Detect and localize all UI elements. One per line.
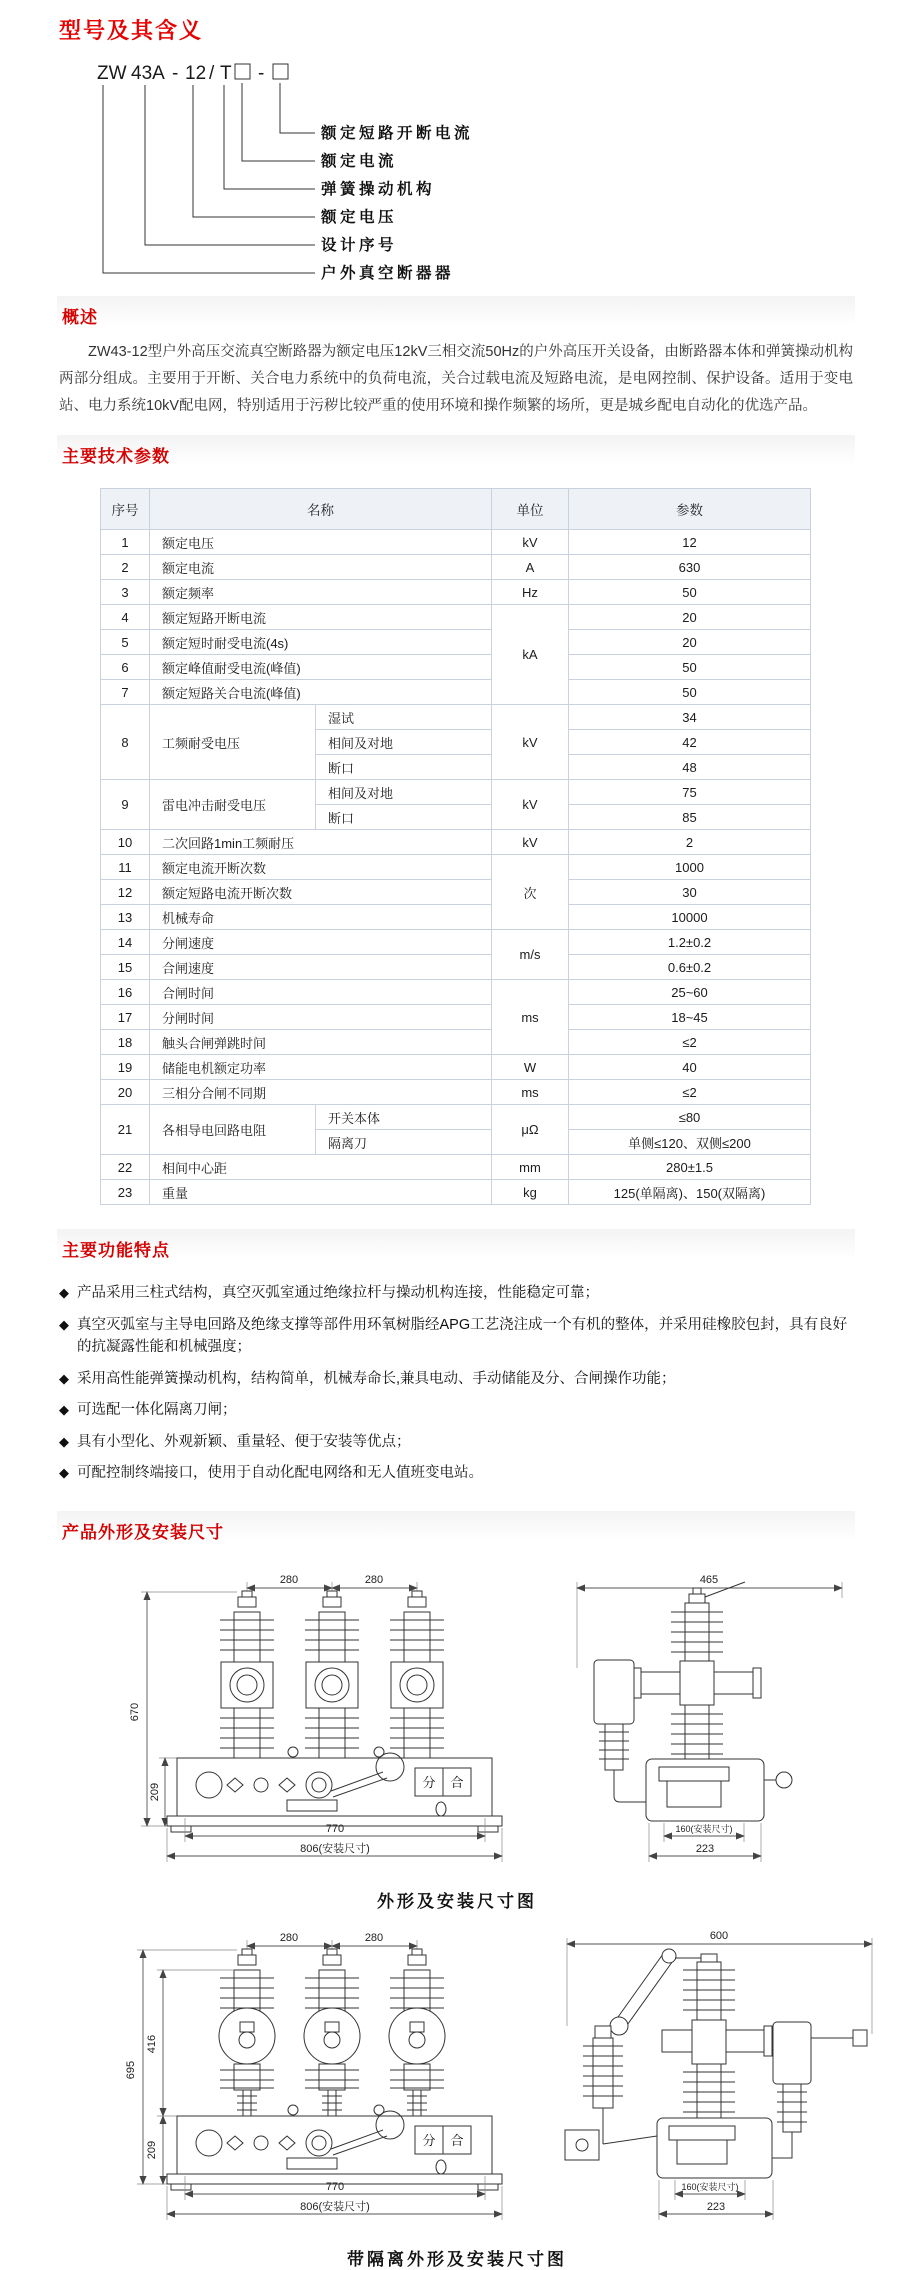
cell-name: 三相分合闸不同期 (150, 1080, 492, 1105)
cell-name: 合闸时间 (150, 980, 492, 1005)
table-row (101, 1055, 811, 1080)
cell-value: 48 (569, 755, 811, 780)
cell-name: 合闸速度 (150, 955, 492, 980)
cell-name: 额定短时耐受电流(4s) (150, 630, 492, 655)
leader-line (242, 83, 315, 161)
dim-side-mount: 160(安装尺寸) (675, 1823, 733, 1834)
list-item (59, 1314, 855, 1359)
cell-sub: 开关本体 (316, 1105, 492, 1130)
model-code-dash2: - (258, 63, 265, 84)
model-code-mech: T (220, 63, 232, 84)
dim-base-height: 209 (149, 1782, 161, 1801)
table-row (101, 980, 811, 1005)
cell-name: 额定短路开断电流 (150, 605, 492, 630)
cell-no: 11 (101, 855, 150, 880)
drawing-caption: 外形及安装尺寸图 (377, 1891, 537, 1911)
cell-sub: 相间及对地 (316, 780, 492, 805)
cell-value: 0.6±0.2 (569, 955, 811, 980)
cell-name: 储能电机额定功率 (150, 1055, 492, 1080)
cell-value: 18~45 (569, 1005, 811, 1030)
feature-text: 产品采用三柱式结构，真空灭弧室通过绝缘拉杆与操动机构连接，性能稳定可靠； (77, 1285, 599, 1302)
dim-base-height: 209 (146, 2140, 158, 2159)
indicator-close: 合 (450, 2132, 464, 2148)
leader-line (224, 85, 315, 189)
table-row (101, 605, 811, 630)
cell-unit: kV (492, 705, 569, 780)
cell-name: 重量 (150, 1180, 492, 1205)
cell-value: 30 (569, 880, 811, 905)
cell-no: 13 (101, 905, 150, 930)
list-item (59, 1462, 855, 1484)
cell-no: 9 (101, 780, 150, 830)
cell-name: 雷电冲击耐受电压 (150, 780, 316, 830)
dim-side-top: 465 (699, 1573, 719, 1586)
cell-sub: 断口 (316, 755, 492, 780)
cell-value: 125(单隔离)、150(双隔离) (569, 1180, 811, 1205)
leader-line (280, 83, 315, 133)
dim-height: 695 (125, 2060, 137, 2079)
diamond-bullet-icon: ◆ (59, 1402, 69, 1418)
label-design-no: 设计序号 (321, 237, 398, 254)
cell-value: 2 (569, 830, 811, 855)
leader-line (145, 85, 315, 245)
cell-value: 单侧≤120、双侧≤200 (569, 1130, 811, 1155)
cell-value: 34 (569, 705, 811, 730)
table-row (101, 880, 811, 905)
cell-unit: W (492, 1055, 569, 1080)
cell-value: 75 (569, 780, 811, 805)
cell-unit: kg (492, 1180, 569, 1205)
cell-name: 工频耐受电压 (150, 705, 316, 780)
header-name: 名称 (150, 489, 492, 530)
parameters-table (100, 488, 811, 1205)
drawing-caption: 带隔离外形及安装尺寸图 (347, 2249, 567, 2269)
table-row (101, 580, 811, 605)
list-item (59, 1368, 855, 1390)
cell-value: 1000 (569, 855, 811, 880)
cell-value: 85 (569, 805, 811, 830)
dim-side-mount: 160(安装尺寸) (681, 2181, 739, 2192)
label-rated-current: 额定电流 (321, 153, 398, 170)
dim-span1: 280 (279, 1573, 299, 1586)
overview-paragraph: ZW43-12型户外高压交流真空断路器为额定电压12kV三相交流50Hz的户外高压开关设备，由断路器本体和弹簧操动机构两部分组成。主要用于开断、关合电力系统中的负荷电流，关合过载电流及短路电流，是电网控制、保护设备。适用于变电站、电力系统10kV配电网，特别适用于污秽比较严重的使用环境和操作频繁的场所，更是城乡配电自动化的优选产品。 (59, 344, 853, 414)
table-row (101, 780, 811, 805)
leader-line (193, 85, 315, 217)
cell-value: 50 (569, 580, 811, 605)
list-item (59, 1431, 855, 1453)
cell-no: 17 (101, 1005, 150, 1030)
cell-unit: 次 (492, 855, 569, 930)
diamond-bullet-icon: ◆ (59, 1370, 69, 1386)
cell-value: 20 (569, 605, 811, 630)
feature-text: 采用高性能弹簧操动机构，结构简单，机械寿命长,兼具电动、手动储能及分、合闸操作功能； (77, 1370, 676, 1387)
cell-unit: μΩ (492, 1105, 569, 1155)
cell-no: 3 (101, 580, 150, 605)
diamond-bullet-icon: ◆ (59, 1316, 69, 1332)
cell-sub: 相间及对地 (316, 730, 492, 755)
outline-drawing-plain (97, 1568, 897, 1880)
cell-value: 1.2±0.2 (569, 930, 811, 955)
cell-value: ≤80 (569, 1105, 811, 1130)
table-row (101, 905, 811, 930)
cell-no: 18 (101, 1030, 150, 1055)
cell-value: 25~60 (569, 980, 811, 1005)
cell-no: 6 (101, 655, 150, 680)
cell-unit: kV (492, 830, 569, 855)
cell-no: 21 (101, 1105, 150, 1155)
cell-value: 50 (569, 655, 811, 680)
cell-no: 1 (101, 530, 150, 555)
cell-value: 40 (569, 1055, 811, 1080)
header-no: 序号 (101, 489, 150, 530)
table-row (101, 930, 811, 955)
label-product-type: 户外真空断器器 (321, 265, 455, 282)
table-row (101, 855, 811, 880)
table-row (101, 1105, 811, 1130)
table-row (101, 1180, 811, 1205)
cell-no: 10 (101, 830, 150, 855)
dim-side-top: 600 (709, 1929, 729, 1942)
dim-mount-width: 806(安装尺寸) (300, 1842, 370, 1855)
cell-value: 10000 (569, 905, 811, 930)
cell-unit: ms (492, 1080, 569, 1105)
cell-unit: mm (492, 1155, 569, 1180)
indicator-close: 合 (450, 1774, 464, 1790)
table-row (101, 1030, 811, 1055)
cell-unit: kV (492, 530, 569, 555)
table-row (101, 530, 811, 555)
list-item (59, 1282, 855, 1304)
model-designation-diagram (57, 49, 597, 291)
cell-name: 额定峰值耐受电流(峰值) (150, 655, 492, 680)
cell-name: 额定短路关合电流(峰值) (150, 680, 492, 705)
section-heading-outline: 产品外形及安装尺寸 (57, 1511, 855, 1548)
feature-list (59, 1282, 855, 1484)
cell-value: 630 (569, 555, 811, 580)
cell-name: 机械寿命 (150, 905, 492, 930)
feature-text: 真空灭弧室与主导电回路及绝缘支撑等部件用环氧树脂经APG工艺浇注成一个有机的整体，并采用硅橡胶包封，具有良好的抗凝露性能和机械强度； (77, 1316, 848, 1356)
cell-unit: m/s (492, 930, 569, 980)
cell-sub: 湿试 (316, 705, 492, 730)
cell-unit: kV (492, 780, 569, 830)
cell-unit: A (492, 555, 569, 580)
cell-name: 额定电流 (150, 555, 492, 580)
cell-name: 分闸时间 (150, 1005, 492, 1030)
cell-no: 15 (101, 955, 150, 980)
page-title: 型号及其含义 (59, 18, 204, 43)
header-unit: 单位 (492, 489, 569, 530)
table-row (101, 955, 811, 980)
cell-no: 12 (101, 880, 150, 905)
cell-name: 额定短路电流开断次数 (150, 880, 492, 905)
model-code-voltage: 12 (185, 63, 207, 84)
model-code-design: 43A (131, 63, 165, 84)
table-row (101, 655, 811, 680)
indicator-open: 分 (422, 2132, 436, 2148)
outline-drawing-isolated-wrap (97, 1926, 855, 2270)
cell-name: 触头合闸弹跳时间 (150, 1030, 492, 1055)
cell-sub: 隔离刀 (316, 1130, 492, 1155)
cell-no: 16 (101, 980, 150, 1005)
outline-drawing-isolated (97, 1926, 897, 2238)
dim-height: 670 (129, 1702, 141, 1721)
dim-width: 770 (325, 1822, 345, 1835)
feature-text: 可配控制终端接口，使用于自动化配电网络和无人值班变电站。 (77, 1465, 483, 1482)
cell-name: 相间中心距 (150, 1155, 492, 1180)
dim-span2: 280 (364, 1573, 384, 1586)
cell-name: 额定频率 (150, 580, 492, 605)
diamond-bullet-icon: ◆ (59, 1433, 69, 1449)
section-heading-features: 主要功能特点 (57, 1229, 855, 1266)
cell-value: 42 (569, 730, 811, 755)
table-row (101, 555, 811, 580)
cell-no: 5 (101, 630, 150, 655)
cell-name: 分闸速度 (150, 930, 492, 955)
feature-text: 具有小型化、外观新颖、重量轻、便于安装等优点； (77, 1433, 411, 1450)
table-row (101, 830, 811, 855)
indicator-open: 分 (422, 1774, 436, 1790)
dim-span1: 280 (279, 1931, 299, 1944)
cell-sub: 断口 (316, 805, 492, 830)
cell-name: 各相导电回路电阻 (150, 1105, 316, 1155)
label-breaking-current: 额定短路开断电流 (321, 125, 474, 142)
cell-no: 20 (101, 1080, 150, 1105)
cell-name: 额定电压 (150, 530, 492, 555)
table-row (101, 1005, 811, 1030)
dim-side-width: 223 (695, 1842, 715, 1855)
label-mechanism: 弹簧操动机构 (321, 181, 436, 198)
cell-value: 280±1.5 (569, 1155, 811, 1180)
model-code-box2 (273, 64, 288, 79)
cell-unit: Hz (492, 580, 569, 605)
dim-side-width: 223 (706, 2200, 726, 2213)
cell-value: ≤2 (569, 1080, 811, 1105)
cell-no: 7 (101, 680, 150, 705)
table-row (101, 1155, 811, 1180)
section-heading-overview: 概述 (57, 296, 855, 333)
cell-no: 14 (101, 930, 150, 955)
dim-upper-height: 416 (146, 2034, 158, 2053)
table-row (101, 705, 811, 730)
cell-no: 4 (101, 605, 150, 630)
dim-span2: 280 (364, 1931, 384, 1944)
cell-value: 12 (569, 530, 811, 555)
cell-value: ≤2 (569, 1030, 811, 1055)
header-value: 参数 (569, 489, 811, 530)
table-header-row (101, 489, 811, 530)
cell-value: 20 (569, 630, 811, 655)
cell-unit: ms (492, 980, 569, 1055)
cell-no: 23 (101, 1180, 150, 1205)
cell-name: 额定电流开断次数 (150, 855, 492, 880)
table-row (101, 680, 811, 705)
cell-name: 二次回路1min工频耐压 (150, 830, 492, 855)
cell-unit: kA (492, 605, 569, 705)
cell-no: 22 (101, 1155, 150, 1180)
dim-width: 770 (325, 2180, 345, 2193)
cell-no: 2 (101, 555, 150, 580)
diamond-bullet-icon: ◆ (59, 1285, 69, 1301)
table-row (101, 1080, 811, 1105)
table-row (101, 630, 811, 655)
model-code-box1 (235, 64, 250, 79)
label-voltage: 额定电压 (321, 209, 398, 226)
cell-no: 19 (101, 1055, 150, 1080)
outline-drawing-plain-wrap (97, 1568, 855, 1912)
diamond-bullet-icon: ◆ (59, 1465, 69, 1481)
model-code-zw: ZW (97, 63, 127, 84)
list-item (59, 1399, 855, 1421)
model-code-slash: / (209, 63, 215, 84)
cell-value: 50 (569, 680, 811, 705)
model-code-dash1: - (172, 63, 179, 84)
dim-mount-width: 806(安装尺寸) (300, 2200, 370, 2213)
cell-no: 8 (101, 705, 150, 780)
feature-text: 可选配一体化隔离刀闸； (77, 1402, 237, 1419)
section-heading-params: 主要技术参数 (57, 435, 855, 472)
